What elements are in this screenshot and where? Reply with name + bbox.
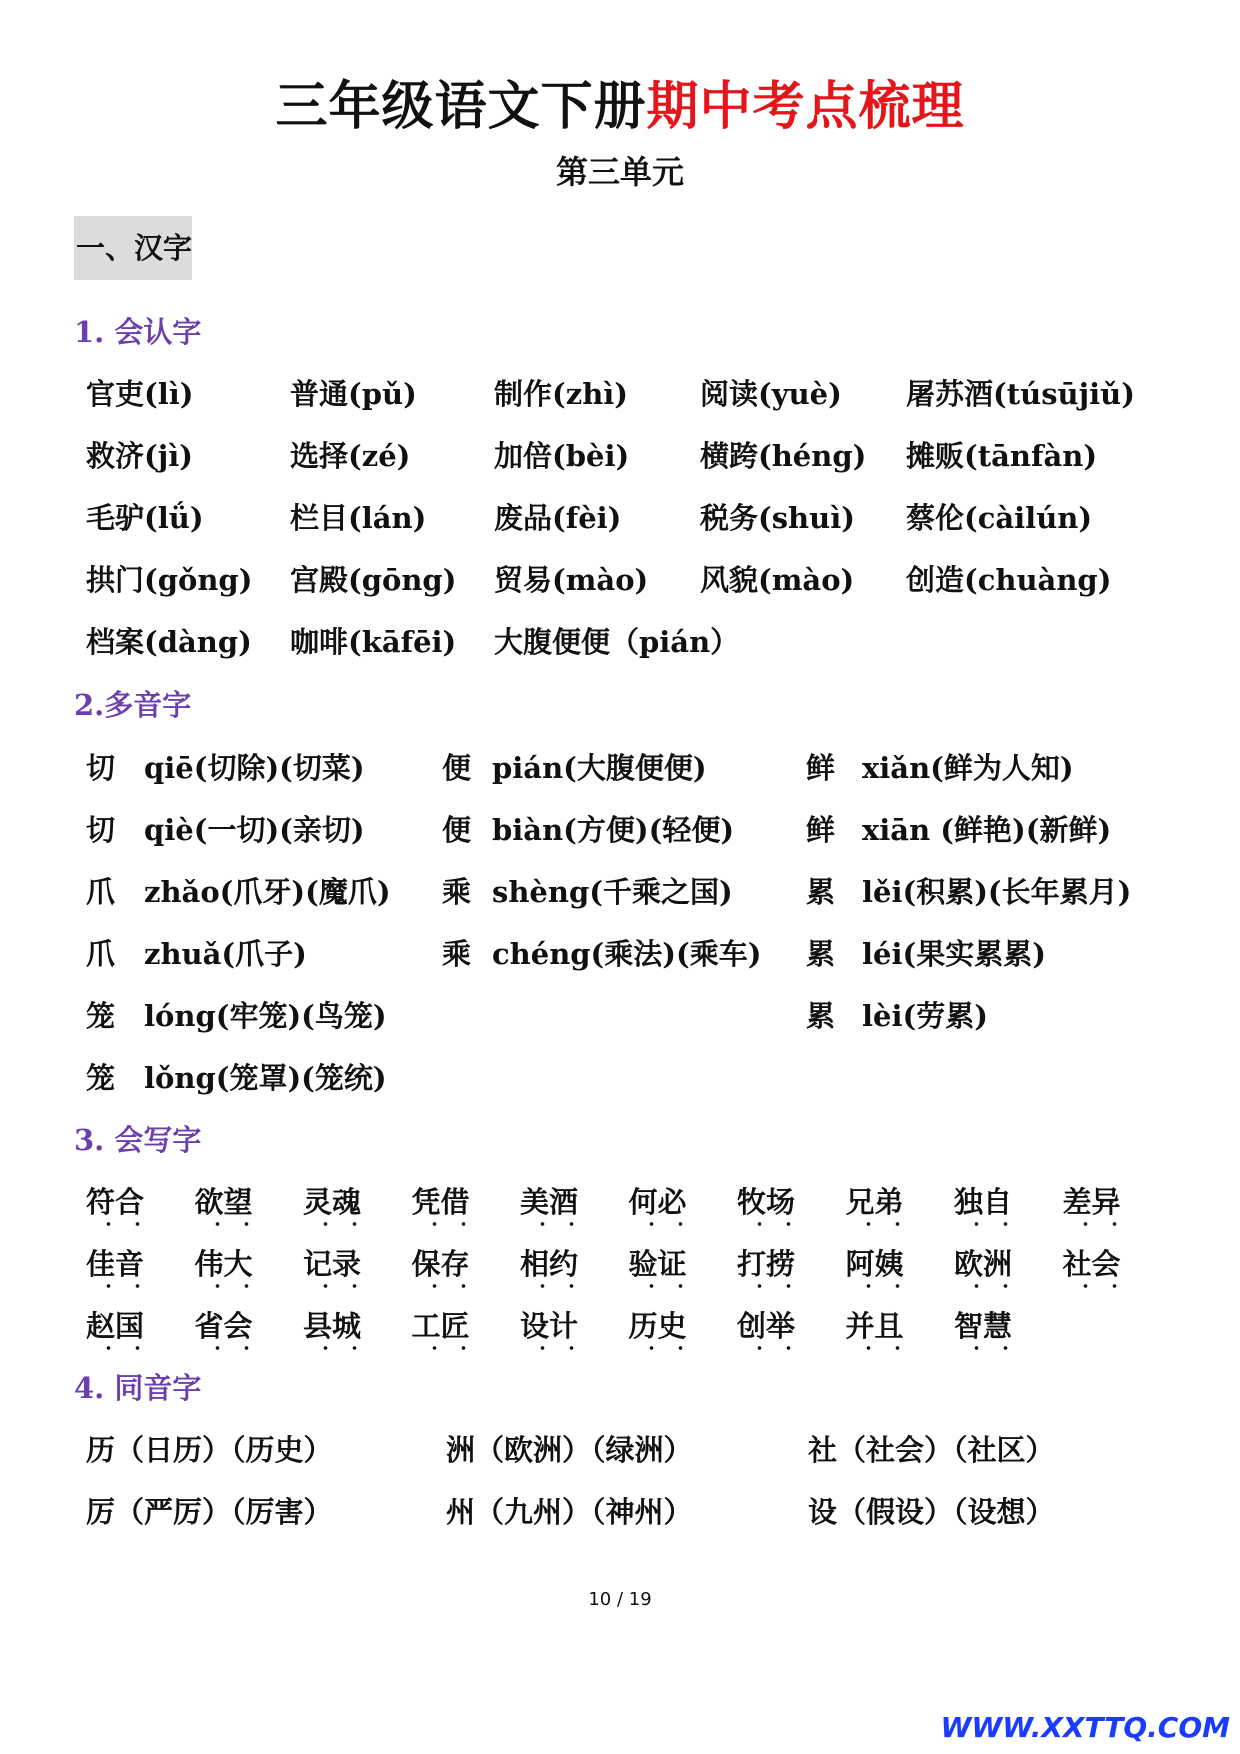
write-word-text: 历史 <box>628 1309 687 1343</box>
write-word-text: 记录 <box>303 1247 362 1281</box>
polyphone-row <box>0 932 1240 976</box>
emphasis-dots <box>412 1220 470 1228</box>
recognize-word: 普通(pǔ) <box>290 377 417 411</box>
write-word <box>629 1180 687 1224</box>
write-word-text: 县城 <box>303 1309 362 1343</box>
write-word-text: 社会 <box>1062 1247 1121 1281</box>
write-word <box>954 1304 1012 1348</box>
recognize-word: 选择(zé) <box>290 439 411 473</box>
polyphone-character: 便 <box>442 751 472 785</box>
write-word-text: 美酒 <box>520 1185 579 1219</box>
polyphone-reading: lěi(积累)(长年累月) <box>862 875 1132 909</box>
write-word-text: 工匠 <box>411 1309 470 1343</box>
write-word <box>303 1180 361 1224</box>
write-word-text: 阿姨 <box>845 1247 904 1281</box>
write-word <box>86 1304 144 1348</box>
emphasis-dots <box>1063 1220 1121 1228</box>
emphasis-dots <box>737 1344 795 1352</box>
page-title <box>0 72 1240 142</box>
write-word <box>303 1242 361 1286</box>
write-word <box>303 1304 361 1348</box>
write-word-text: 伟大 <box>194 1247 253 1281</box>
emphasis-dots <box>737 1220 795 1228</box>
polyphone-character: 乘 <box>442 875 472 909</box>
write-word <box>195 1304 253 1348</box>
emphasis-dots <box>954 1220 1012 1228</box>
write-word-text: 创举 <box>737 1309 796 1343</box>
recognize-word: 创造(chuàng) <box>906 563 1112 597</box>
emphasis-dots <box>954 1282 1012 1290</box>
write-word-text: 验证 <box>628 1247 687 1281</box>
recognize-word: 贸易(mào) <box>494 563 649 597</box>
write-word <box>846 1242 904 1286</box>
polyphone-row <box>0 870 1240 914</box>
emphasis-dots <box>303 1282 361 1290</box>
write-word-text: 凭借 <box>411 1185 470 1219</box>
emphasis-dots <box>1063 1282 1121 1290</box>
emphasis-dots <box>846 1220 904 1228</box>
polyphone-character: 笼 <box>86 999 116 1033</box>
emphasis-dots <box>737 1282 795 1290</box>
write-word-text: 打捞 <box>737 1247 796 1281</box>
write-word-text: 保存 <box>411 1247 470 1281</box>
emphasis-dots <box>520 1282 578 1290</box>
emphasis-dots <box>412 1344 470 1352</box>
polyphone-reading: pián(大腹便便) <box>492 751 707 785</box>
recognize-row <box>0 496 1240 540</box>
emphasis-dots <box>629 1282 687 1290</box>
emphasis-dots <box>520 1220 578 1228</box>
recognize-word: 救济(jì) <box>86 439 193 473</box>
polyphone-character: 爪 <box>86 875 116 909</box>
write-word <box>412 1180 470 1224</box>
write-word-text: 赵国 <box>86 1309 145 1343</box>
recognize-word: 蔡伦(càilún) <box>906 501 1093 535</box>
write-word <box>520 1180 578 1224</box>
recognize-row <box>0 558 1240 602</box>
write-word-text: 省会 <box>194 1309 253 1343</box>
polyphone-character: 累 <box>806 937 836 971</box>
polyphone-reading: léi(果实累累) <box>862 937 1046 971</box>
emphasis-dots <box>303 1344 361 1352</box>
polyphone-character: 切 <box>86 751 116 785</box>
emphasis-dots <box>412 1282 470 1290</box>
recognize-word: 制作(zhì) <box>494 377 629 411</box>
recognize-word: 宫殿(gōng) <box>290 563 457 597</box>
write-word <box>737 1180 795 1224</box>
title-black: 三年级语文下册 <box>275 76 647 137</box>
emphasis-dots <box>303 1220 361 1228</box>
homophone-entry: 历（日历）（历史） <box>86 1433 333 1467</box>
recognize-word: 拱门(gǒng) <box>86 563 253 597</box>
emphasis-dots <box>846 1282 904 1290</box>
recognize-word: 咖啡(kāfēi) <box>290 625 457 659</box>
section-heading-hanzi: 一、汉字 <box>74 216 192 280</box>
polyphone-character: 累 <box>806 875 836 909</box>
recognize-word: 档案(dàng) <box>86 625 252 659</box>
write-word-text: 欲望 <box>194 1185 253 1219</box>
write-word <box>737 1242 795 1286</box>
polyphone-character: 爪 <box>86 937 116 971</box>
polyphone-character: 累 <box>806 999 836 1033</box>
write-word-text: 兄弟 <box>845 1185 904 1219</box>
recognize-word: 摊贩(tānfàn) <box>906 439 1098 473</box>
write-word <box>846 1304 904 1348</box>
write-row <box>0 1242 1240 1286</box>
subheading-homophone: 4. 同音字 <box>74 1371 202 1405</box>
write-word <box>195 1180 253 1224</box>
write-word-text: 何必 <box>628 1185 687 1219</box>
write-row <box>0 1304 1240 1348</box>
write-word <box>954 1242 1012 1286</box>
page-subtitle: 第三单元 <box>555 153 684 191</box>
write-word-text: 并且 <box>845 1309 904 1343</box>
homophone-row <box>0 1490 1240 1534</box>
write-word <box>520 1242 578 1286</box>
emphasis-dots <box>195 1344 253 1352</box>
polyphone-reading: shèng(千乘之国) <box>492 875 733 909</box>
recognize-word: 税务(shuì) <box>700 501 855 535</box>
polyphone-reading: zhǎo(爪牙)(魔爪) <box>144 875 391 909</box>
recognize-word: 官吏(lì) <box>86 377 194 411</box>
recognize-row <box>0 434 1240 478</box>
write-word-text: 欧洲 <box>954 1247 1013 1281</box>
polyphone-reading: lèi(劳累) <box>862 999 988 1033</box>
polyphone-reading: xiān (鲜艳)(新鲜) <box>862 813 1112 847</box>
page-number: 10 / 19 <box>588 1589 652 1610</box>
write-word-text: 符合 <box>86 1185 145 1219</box>
recognize-word: 屠苏酒(túsūjiǔ) <box>906 377 1135 411</box>
polyphone-reading: chéng(乘法)(乘车) <box>492 937 762 971</box>
polyphone-character: 鲜 <box>806 813 836 847</box>
recognize-word: 横跨(héng) <box>700 439 867 473</box>
emphasis-dots <box>86 1220 144 1228</box>
write-word-text: 独自 <box>954 1185 1013 1219</box>
emphasis-dots <box>846 1344 904 1352</box>
polyphone-row <box>0 1056 1240 1100</box>
homophone-entry: 州（九州）（神州） <box>446 1495 693 1529</box>
write-word-text: 智慧 <box>954 1309 1013 1343</box>
subheading-recognize: 1. 会认字 <box>74 315 202 349</box>
recognize-word: 废品(fèi) <box>494 501 622 535</box>
polyphone-row <box>0 746 1240 790</box>
recognize-word: 大腹便便（pián） <box>494 625 740 659</box>
write-word-text: 佳音 <box>86 1247 145 1281</box>
polyphone-reading: lóng(牢笼)(鸟笼) <box>144 999 387 1033</box>
emphasis-dots <box>86 1282 144 1290</box>
write-word-text: 设计 <box>520 1309 579 1343</box>
recognize-word: 栏目(lán) <box>290 501 427 535</box>
subheading-polyphone: 2.多音字 <box>74 688 192 722</box>
homophone-entry: 设（假设）（设想） <box>808 1495 1055 1529</box>
polyphone-character: 笼 <box>86 1061 116 1095</box>
write-word <box>86 1180 144 1224</box>
polyphone-reading: zhuǎ(爪子) <box>144 937 307 971</box>
write-word-text: 相约 <box>520 1247 579 1281</box>
write-word <box>1063 1242 1121 1286</box>
recognize-row <box>0 372 1240 416</box>
polyphone-reading: biàn(方便)(轻便) <box>492 813 735 847</box>
write-word <box>412 1304 470 1348</box>
polyphone-character: 便 <box>442 813 472 847</box>
write-word-text: 差异 <box>1062 1185 1121 1219</box>
recognize-word: 加倍(bèi) <box>494 439 630 473</box>
write-word <box>846 1180 904 1224</box>
emphasis-dots <box>195 1282 253 1290</box>
homophone-entry: 厉（严厉）（厉害） <box>86 1495 333 1529</box>
recognize-row <box>0 620 1240 664</box>
recognize-word: 风貌(mào) <box>700 563 855 597</box>
write-word <box>1063 1180 1121 1224</box>
write-word <box>954 1180 1012 1224</box>
write-word <box>195 1242 253 1286</box>
write-word-text: 灵魂 <box>303 1185 362 1219</box>
polyphone-character: 切 <box>86 813 116 847</box>
polyphone-reading: lǒng(笼罩)(笼统) <box>144 1061 387 1095</box>
emphasis-dots <box>520 1344 578 1352</box>
emphasis-dots <box>195 1220 253 1228</box>
homophone-row <box>0 1428 1240 1472</box>
write-word <box>629 1304 687 1348</box>
polyphone-reading: xiǎn(鲜为人知) <box>862 751 1074 785</box>
polyphone-row <box>0 994 1240 1038</box>
polyphone-character: 乘 <box>442 937 472 971</box>
emphasis-dots <box>629 1344 687 1352</box>
write-row <box>0 1180 1240 1224</box>
emphasis-dots <box>954 1344 1012 1352</box>
subheading-write: 3. 会写字 <box>74 1123 202 1157</box>
watermark: WWW.XXTTQ.COM <box>940 1711 1230 1744</box>
title-red: 期中考点梳理 <box>646 76 965 137</box>
polyphone-reading: qiè(一切)(亲切) <box>144 813 365 847</box>
recognize-word: 阅读(yuè) <box>700 377 842 411</box>
write-word-text: 牧场 <box>737 1185 796 1219</box>
write-word <box>412 1242 470 1286</box>
emphasis-dots <box>629 1220 687 1228</box>
write-word <box>86 1242 144 1286</box>
homophone-entry: 洲（欧洲）（绿洲） <box>446 1433 693 1467</box>
polyphone-row <box>0 808 1240 852</box>
emphasis-dots <box>86 1344 144 1352</box>
recognize-word: 毛驴(lǘ) <box>86 501 204 535</box>
homophone-entry: 社（社会）（社区） <box>808 1433 1055 1467</box>
polyphone-character: 鲜 <box>806 751 836 785</box>
polyphone-reading: qiē(切除)(切菜) <box>144 751 365 785</box>
write-word <box>629 1242 687 1286</box>
write-word <box>520 1304 578 1348</box>
write-word <box>737 1304 795 1348</box>
